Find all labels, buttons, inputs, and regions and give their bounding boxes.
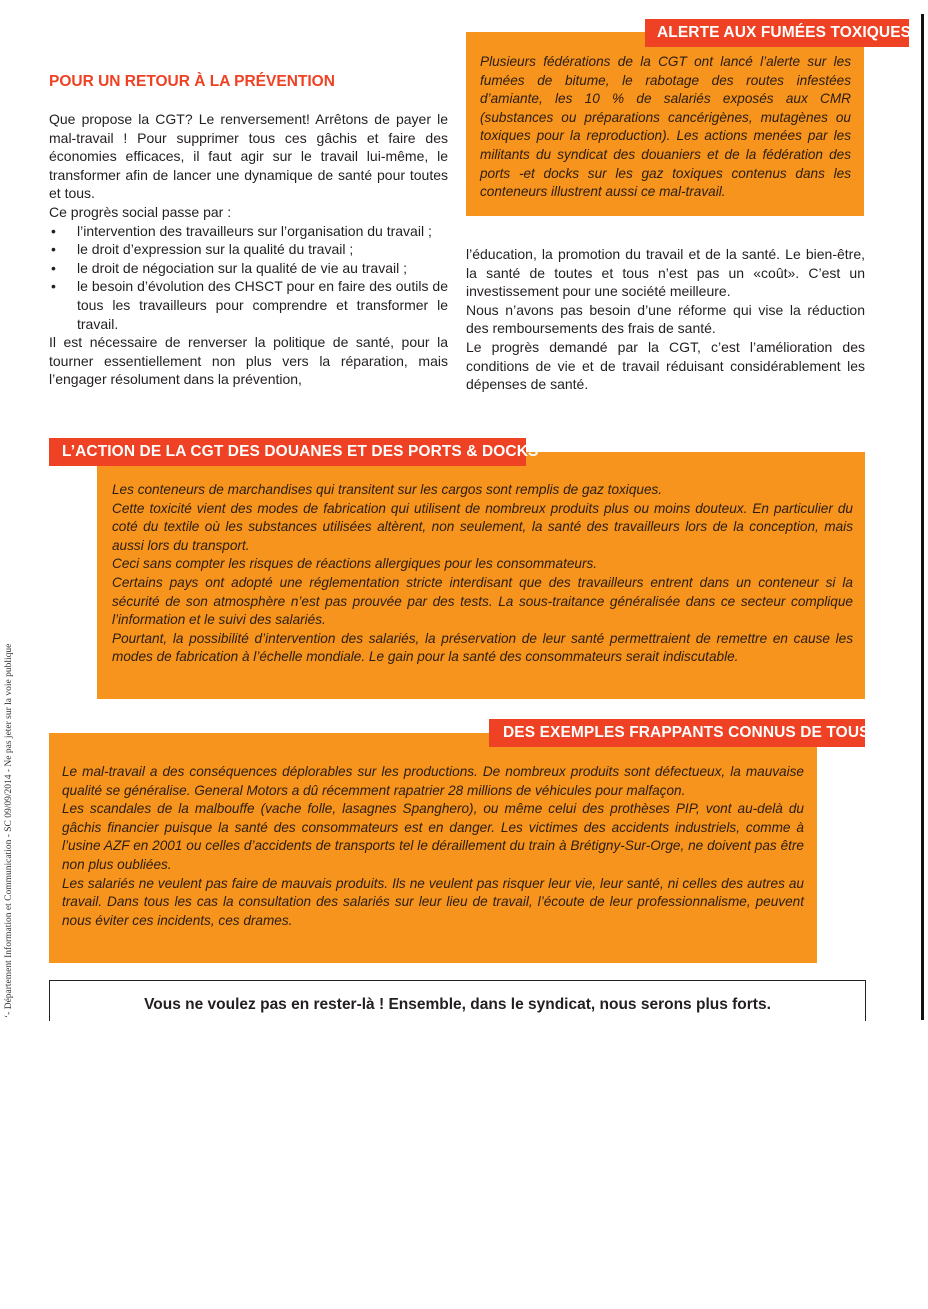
list-item: • le besoin d’évolution des CHSCT pour en faire des outils de tous les travailleurs pour comprendre et transformer le travail. — [49, 277, 448, 333]
cta-text: Vous ne voulez pas en rester-là ! Ensemble, dans le syndicat, nous serons plus forts. — [144, 996, 771, 1013]
douanes-p1: Les conteneurs de marchandises qui transitent sur les cargos sont remplis de gaz toxiques. — [112, 482, 663, 497]
prevention-right-p3: Le progrès demandé par la CGT, c’est l’amélioration des conditions de vie et de travail réduisant considérablement les dépenses de santé. — [466, 338, 865, 393]
prevention-right-p1: l’éducation, la promotion du travail et de la santé. Le bien-être, la santé de toutes et tous n’est pas un «coût». C’est un investissement pour une société meilleure. — [466, 246, 865, 300]
douanes-p4: Certains pays ont adopté une réglementation stricte interdisant que des travailleurs entrent dans un conteneur si la sécurité de son atmosphère n’est pas prouvée par des tests. La sous-traitance généralisée dans ce secteur complique l’information et le suivi des salariés. — [112, 574, 853, 628]
alert-title: ALERTE AUX FUMÉES TOXIQUES — [645, 19, 909, 47]
exemples-p2: Les scandales de la malbouffe (vache folle, lasagnes Spanghero), ou même celui des prothèses PIP, vont au-delà du gâchis financier puisque la santé des consommateurs est en danger. Les victimes des accidents industriels, comme à l’usine AZF en 2001 ou celles d’accidents de transports tel le déraillement du train à Brétigny-Sur-Orge, ne doivent pas être non plus oubliées. — [62, 801, 804, 872]
prevention-left-column — [49, 110, 448, 389]
cta-box — [49, 980, 866, 1021]
douanes-p5: Pourtant, la possibilité d’intervention des salariés, la préservation de leur santé permettraient de remettre en cause les modes de fabrication à l’échelle mondiale. Le gain pour la santé des consommateurs serait indiscutable. — [112, 630, 853, 665]
side-credit: ‘- Département Information et Communication - SC 09/09/2014 - Ne pas jeter sur la voie publique — [4, 643, 14, 1018]
exemples-p3: Les salariés ne veulent pas faire de mauvais produits. Ils ne veulent pas risquer leur vie, leur santé, ni celles des autres au travail. Dans tous les cas la consultation des salariés sur leur lieu de travail, l’écoute de leur professionnalisme, peuvent nous éviter ces incidents, ces drames. — [62, 875, 804, 928]
prevention-right-column — [466, 245, 865, 394]
alert-text: Plusieurs fédérations de la CGT ont lancé l’alerte sur les fumées de bitume, le rabotage des routes infestées d’amiante, les 10 % de salariés exposés aux CMR (substances ou préparations cancérigènes, mutagènes ou toxiques pour la reproduction). Les actions menées par les militants du syndicat des douaniers et de la fédération des ports -et docks sur les gaz toxiques contenus dans les conteneurs illustrent aussi ce mal-travail. — [480, 54, 851, 200]
page-edge-rule — [921, 14, 924, 1020]
douanes-p2: Cette toxicité vient des modes de fabrication qui utilisent de nombreux produits plus ou moins douteux. En particulier du coté du textile où les substances utilisées altèrent, non seulement, la santé des travailleurs lors de la conception, mais aussi lors du transport. — [112, 500, 853, 553]
prevention-outro: Il est nécessaire de renverser la politique de santé, pour la tourner essentiellement non plus vers la réparation, mais l’engager résolument dans la prévention, — [49, 334, 448, 388]
list-item: • le droit de négociation sur la qualité de vie au travail ; — [49, 259, 448, 278]
exemples-title: DES EXEMPLES FRAPPANTS CONNUS DE TOUS — [489, 719, 865, 747]
prevention-lead: Ce progrès social passe par : — [49, 203, 232, 220]
list-item: • l’intervention des travailleurs sur l’organisation du travail ; — [49, 222, 448, 241]
douanes-text — [112, 481, 853, 667]
prevention-title: POUR UN RETOUR À LA PRÉVENTION — [49, 73, 335, 90]
douanes-title: L’ACTION DE LA CGT DES DOUANES ET DES PORTS & DOCKS — [49, 438, 526, 466]
exemples-text — [62, 763, 804, 930]
prevention-intro: Que propose la CGT? Le renversement! Arrêtons de payer le mal-travail ! Pour supprimer tous ces gâchis et faire des économies efficaces, il faut agir sur le travail lui-même, le transformer afin de lancer une dynamique de santé pour toutes et tous. — [49, 111, 448, 202]
prevention-right-p2: Nous n’avons pas besoin d’une réforme qui vise la réduction des remboursements des frais de santé. — [466, 301, 865, 337]
douanes-p3: Ceci sans compter les risques de réactions allergiques pour les consommateurs. — [112, 556, 598, 572]
prevention-bullets — [49, 222, 448, 334]
list-item: • le droit d’expression sur la qualité du travail ; — [49, 240, 448, 259]
exemples-p1: Le mal-travail a des conséquences déplorables sur les productions. De nombreux produits sont défectueux, la mauvaise qualité se généralise. General Motors a dû récemment rapatrier 28 millions de véhicules pour malfaçon. — [62, 764, 804, 798]
